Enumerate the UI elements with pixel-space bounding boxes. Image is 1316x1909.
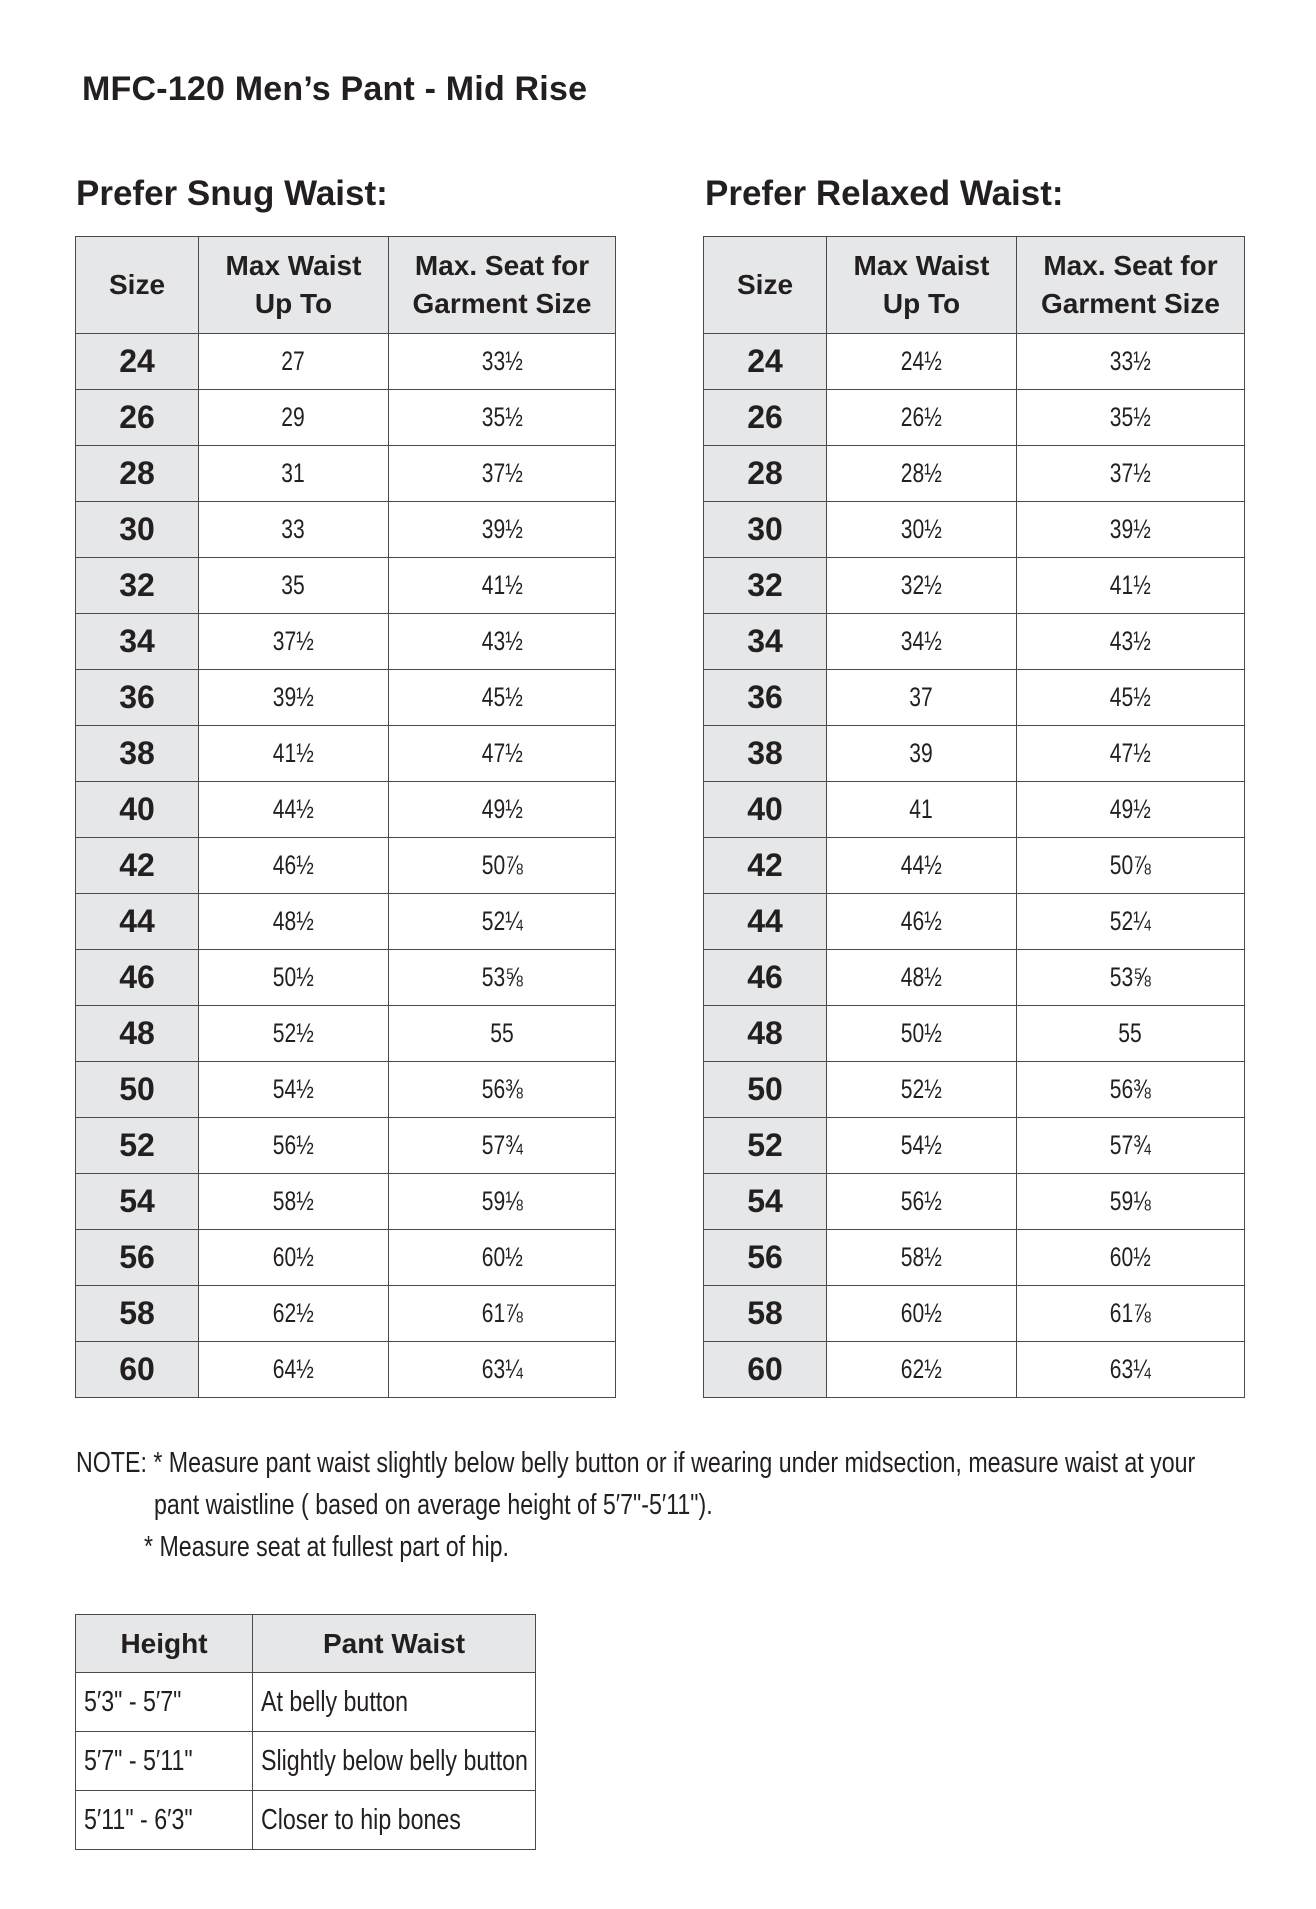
max-seat-value: 61⅞ bbox=[1110, 1298, 1151, 1328]
size-cell: 60 bbox=[704, 1342, 827, 1398]
max-seat-cell bbox=[1017, 1342, 1245, 1398]
header-line: Garment Size bbox=[1041, 288, 1220, 319]
max-seat-cell bbox=[389, 1286, 616, 1342]
max-seat-value: 53⅝ bbox=[481, 962, 523, 992]
max-seat-value: 55 bbox=[1118, 1018, 1143, 1048]
max-waist-value: 56½ bbox=[901, 1186, 942, 1216]
size-cell: 36 bbox=[704, 670, 827, 726]
max-waist-cell bbox=[827, 1118, 1017, 1174]
table-row bbox=[76, 1342, 616, 1398]
table-row bbox=[76, 558, 616, 614]
size-cell: 34 bbox=[76, 614, 199, 670]
size-column-header: Size bbox=[704, 237, 827, 334]
max-waist-cell bbox=[199, 446, 389, 502]
max-seat-value: 49½ bbox=[481, 794, 523, 824]
max-seat-cell bbox=[1017, 390, 1245, 446]
max-waist-value: 39 bbox=[909, 738, 934, 768]
max-waist-cell bbox=[199, 838, 389, 894]
size-cell: 42 bbox=[76, 838, 199, 894]
size-cell: 30 bbox=[704, 502, 827, 558]
max-seat-cell bbox=[389, 558, 616, 614]
max-seat-cell bbox=[1017, 950, 1245, 1006]
size-cell: 44 bbox=[76, 894, 199, 950]
max-waist-value: 50½ bbox=[901, 1018, 942, 1048]
max-waist-value: 52½ bbox=[901, 1074, 942, 1104]
size-cell: 40 bbox=[76, 782, 199, 838]
max-seat-cell bbox=[1017, 446, 1245, 502]
max-waist-value: 28½ bbox=[901, 458, 942, 488]
size-cell: 28 bbox=[704, 446, 827, 502]
relaxed-waist-table bbox=[703, 236, 1245, 1398]
max-waist-column-header bbox=[199, 237, 389, 334]
table-row bbox=[704, 502, 1245, 558]
max-waist-value: 48½ bbox=[273, 906, 314, 936]
snug-waist-table bbox=[75, 236, 616, 1398]
pant-waist-cell bbox=[253, 1673, 536, 1732]
table-row bbox=[704, 1118, 1245, 1174]
height-pant-waist-table bbox=[75, 1614, 536, 1850]
max-waist-value: 50½ bbox=[273, 962, 314, 992]
table-row bbox=[704, 894, 1245, 950]
size-cell: 58 bbox=[704, 1286, 827, 1342]
size-cell: 50 bbox=[704, 1062, 827, 1118]
size-cell: 56 bbox=[704, 1230, 827, 1286]
max-seat-cell bbox=[1017, 1286, 1245, 1342]
size-cell: 34 bbox=[704, 614, 827, 670]
table-row bbox=[704, 838, 1245, 894]
size-cell: 48 bbox=[704, 1006, 827, 1062]
max-seat-value: 59⅛ bbox=[481, 1186, 523, 1216]
max-seat-cell bbox=[1017, 670, 1245, 726]
max-seat-cell bbox=[389, 782, 616, 838]
max-waist-value: 32½ bbox=[901, 570, 942, 600]
max-seat-cell bbox=[1017, 726, 1245, 782]
max-waist-cell bbox=[827, 502, 1017, 558]
max-waist-cell bbox=[199, 558, 389, 614]
max-waist-value: 30½ bbox=[901, 514, 942, 544]
page-title: MFC-120 Men’s Pant - Mid Rise bbox=[82, 70, 588, 108]
max-waist-value: 56½ bbox=[273, 1130, 314, 1160]
max-seat-value: 60½ bbox=[481, 1242, 523, 1272]
size-cell: 42 bbox=[704, 838, 827, 894]
size-cell: 40 bbox=[704, 782, 827, 838]
size-cell: 24 bbox=[76, 334, 199, 390]
relaxed-waist-heading: Prefer Relaxed Waist: bbox=[705, 174, 1064, 213]
table-row bbox=[704, 950, 1245, 1006]
max-seat-value: 56⅜ bbox=[1110, 1074, 1151, 1104]
max-seat-value: 41½ bbox=[1110, 570, 1151, 600]
max-seat-value: 60½ bbox=[1110, 1242, 1151, 1272]
max-seat-value: 35½ bbox=[1110, 402, 1151, 432]
max-waist-value: 44½ bbox=[901, 850, 942, 880]
max-seat-value: 57¾ bbox=[1110, 1130, 1151, 1160]
note-line bbox=[76, 1442, 1256, 1484]
max-waist-cell bbox=[827, 670, 1017, 726]
max-seat-value: 47½ bbox=[1110, 738, 1151, 768]
max-seat-cell bbox=[389, 334, 616, 390]
max-seat-value: 52¼ bbox=[1110, 906, 1151, 936]
max-waist-cell bbox=[827, 1062, 1017, 1118]
max-waist-cell bbox=[827, 726, 1017, 782]
size-cell: 54 bbox=[704, 1174, 827, 1230]
pant-waist-cell bbox=[253, 1732, 536, 1791]
table-row bbox=[76, 1174, 616, 1230]
pant-waist-cell bbox=[253, 1791, 536, 1850]
max-seat-cell bbox=[389, 390, 616, 446]
table-row bbox=[76, 1118, 616, 1174]
max-seat-cell bbox=[389, 1230, 616, 1286]
max-seat-cell bbox=[1017, 1062, 1245, 1118]
max-seat-value: 33½ bbox=[481, 346, 523, 376]
max-waist-cell bbox=[827, 950, 1017, 1006]
max-seat-value: 52¼ bbox=[481, 906, 523, 936]
max-waist-cell bbox=[827, 614, 1017, 670]
size-cell: 24 bbox=[704, 334, 827, 390]
table-row bbox=[704, 446, 1245, 502]
table-row bbox=[704, 782, 1245, 838]
max-waist-cell bbox=[199, 1062, 389, 1118]
table-row bbox=[76, 1230, 616, 1286]
table-row bbox=[704, 1174, 1245, 1230]
table-row bbox=[704, 670, 1245, 726]
max-waist-value: 60½ bbox=[273, 1242, 314, 1272]
max-seat-cell bbox=[389, 1006, 616, 1062]
size-cell: 48 bbox=[76, 1006, 199, 1062]
max-seat-cell bbox=[1017, 558, 1245, 614]
header-line: Up To bbox=[882, 288, 961, 319]
max-waist-cell bbox=[199, 894, 389, 950]
max-waist-value: 64½ bbox=[273, 1354, 314, 1384]
pant-waist-value: Slightly below belly button bbox=[261, 1744, 528, 1777]
max-waist-value: 62½ bbox=[273, 1298, 314, 1328]
max-waist-cell bbox=[199, 1006, 389, 1062]
max-waist-cell bbox=[827, 1342, 1017, 1398]
max-seat-value: 49½ bbox=[1110, 794, 1151, 824]
header-line: Garment Size bbox=[412, 288, 592, 319]
table-row bbox=[704, 1286, 1245, 1342]
max-seat-cell bbox=[389, 1062, 616, 1118]
table-row bbox=[76, 1791, 536, 1850]
max-seat-value: 57¾ bbox=[481, 1130, 523, 1160]
table-row bbox=[704, 390, 1245, 446]
max-seat-value: 43½ bbox=[1110, 626, 1151, 656]
max-waist-cell bbox=[827, 446, 1017, 502]
table-row bbox=[76, 1673, 536, 1732]
note-line bbox=[76, 1484, 1256, 1526]
table-row bbox=[76, 1732, 536, 1791]
max-seat-cell bbox=[1017, 1118, 1245, 1174]
max-seat-value: 33½ bbox=[1110, 346, 1151, 376]
max-seat-value: 41½ bbox=[481, 570, 523, 600]
max-seat-value: 37½ bbox=[1110, 458, 1151, 488]
header-line: Up To bbox=[254, 288, 333, 319]
max-waist-value: 58½ bbox=[901, 1242, 942, 1272]
max-seat-cell bbox=[1017, 334, 1245, 390]
max-waist-cell bbox=[199, 1174, 389, 1230]
table-row bbox=[76, 390, 616, 446]
max-waist-cell bbox=[199, 1286, 389, 1342]
max-waist-value: 52½ bbox=[273, 1018, 314, 1048]
max-waist-cell bbox=[827, 838, 1017, 894]
max-waist-value: 48½ bbox=[901, 962, 942, 992]
table-row bbox=[704, 1062, 1245, 1118]
size-cell: 36 bbox=[76, 670, 199, 726]
max-waist-value: 44½ bbox=[273, 794, 314, 824]
max-waist-cell bbox=[199, 670, 389, 726]
pant-waist-column-header: Pant Waist bbox=[253, 1615, 536, 1673]
max-waist-cell bbox=[827, 558, 1017, 614]
max-seat-cell bbox=[389, 950, 616, 1006]
size-cell: 26 bbox=[76, 390, 199, 446]
max-seat-value: 39½ bbox=[481, 514, 523, 544]
table-row bbox=[76, 950, 616, 1006]
max-waist-value: 60½ bbox=[901, 1298, 942, 1328]
max-waist-cell bbox=[827, 782, 1017, 838]
max-waist-cell bbox=[199, 782, 389, 838]
max-waist-cell bbox=[199, 502, 389, 558]
height-column-header: Height bbox=[76, 1615, 253, 1673]
max-seat-value: 35½ bbox=[481, 402, 523, 432]
max-waist-cell bbox=[827, 1006, 1017, 1062]
max-waist-value: 46½ bbox=[273, 850, 314, 880]
table-row bbox=[704, 1006, 1245, 1062]
max-seat-value: 37½ bbox=[481, 458, 523, 488]
max-seat-column-header bbox=[1017, 237, 1245, 334]
header-line: Max. Seat for bbox=[1043, 250, 1218, 281]
table-row bbox=[76, 614, 616, 670]
max-seat-cell bbox=[1017, 1230, 1245, 1286]
table-header-row bbox=[76, 237, 616, 334]
max-waist-value: 35 bbox=[281, 570, 306, 600]
size-cell: 32 bbox=[704, 558, 827, 614]
table-row bbox=[704, 1230, 1245, 1286]
size-cell: 52 bbox=[704, 1118, 827, 1174]
max-waist-value: 41 bbox=[909, 794, 934, 824]
max-seat-value: 43½ bbox=[481, 626, 523, 656]
size-cell: 54 bbox=[76, 1174, 199, 1230]
max-waist-value: 62½ bbox=[901, 1354, 942, 1384]
size-cell: 38 bbox=[704, 726, 827, 782]
max-seat-cell bbox=[389, 1342, 616, 1398]
max-seat-cell bbox=[389, 838, 616, 894]
max-seat-cell bbox=[389, 502, 616, 558]
max-seat-column-header bbox=[389, 237, 616, 334]
size-cell: 28 bbox=[76, 446, 199, 502]
size-column-header: Size bbox=[76, 237, 199, 334]
max-waist-value: 37 bbox=[909, 682, 934, 712]
pant-waist-value: At belly button bbox=[261, 1685, 409, 1718]
height-value: 5′11" - 6′3" bbox=[84, 1803, 193, 1836]
note-line bbox=[76, 1526, 1256, 1568]
max-waist-cell bbox=[199, 390, 389, 446]
max-waist-cell bbox=[827, 1230, 1017, 1286]
table-row bbox=[76, 502, 616, 558]
max-waist-column-header bbox=[827, 237, 1017, 334]
max-seat-value: 47½ bbox=[481, 738, 523, 768]
table-row bbox=[76, 894, 616, 950]
height-value: 5′3" - 5′7" bbox=[84, 1685, 182, 1718]
note-text: pant waistline ( based on average height of 5′7"-5′11"). bbox=[154, 1489, 713, 1521]
height-cell bbox=[76, 1732, 253, 1791]
max-seat-cell bbox=[389, 670, 616, 726]
max-seat-cell bbox=[1017, 782, 1245, 838]
note-text: NOTE: * Measure pant waist slightly below belly button or if wearing under midsection, measure waist at your bbox=[76, 1447, 1196, 1479]
table-row bbox=[704, 726, 1245, 782]
max-waist-value: 54½ bbox=[273, 1074, 314, 1104]
size-cell: 38 bbox=[76, 726, 199, 782]
max-waist-value: 29 bbox=[281, 402, 306, 432]
max-waist-value: 37½ bbox=[273, 626, 314, 656]
max-waist-cell bbox=[827, 1174, 1017, 1230]
table-header-row bbox=[704, 237, 1245, 334]
max-seat-cell bbox=[1017, 894, 1245, 950]
table-row bbox=[76, 782, 616, 838]
max-seat-cell bbox=[389, 614, 616, 670]
max-seat-value: 55 bbox=[490, 1018, 514, 1048]
snug-waist-heading: Prefer Snug Waist: bbox=[76, 174, 388, 213]
size-cell: 56 bbox=[76, 1230, 199, 1286]
max-waist-cell bbox=[199, 334, 389, 390]
table-row bbox=[76, 1286, 616, 1342]
header-line: Max. Seat for bbox=[414, 250, 590, 281]
max-seat-cell bbox=[389, 1174, 616, 1230]
max-waist-value: 58½ bbox=[273, 1186, 314, 1216]
max-seat-value: 63¼ bbox=[1110, 1354, 1151, 1384]
size-cell: 46 bbox=[704, 950, 827, 1006]
height-cell bbox=[76, 1673, 253, 1732]
max-waist-value: 46½ bbox=[901, 906, 942, 936]
size-cell: 52 bbox=[76, 1118, 199, 1174]
max-waist-cell bbox=[199, 1118, 389, 1174]
size-cell: 60 bbox=[76, 1342, 199, 1398]
size-cell: 30 bbox=[76, 502, 199, 558]
size-cell: 32 bbox=[76, 558, 199, 614]
max-seat-cell bbox=[389, 894, 616, 950]
table-row bbox=[76, 670, 616, 726]
max-waist-cell bbox=[199, 726, 389, 782]
max-waist-value: 27 bbox=[281, 346, 306, 376]
note-text: * Measure seat at fullest part of hip. bbox=[144, 1531, 509, 1563]
size-cell: 26 bbox=[704, 390, 827, 446]
max-waist-value: 24½ bbox=[901, 346, 942, 376]
table-row bbox=[704, 334, 1245, 390]
max-waist-cell bbox=[827, 334, 1017, 390]
max-seat-cell bbox=[1017, 1006, 1245, 1062]
table-row bbox=[704, 614, 1245, 670]
measurement-note bbox=[76, 1442, 1256, 1568]
table-row bbox=[76, 1062, 616, 1118]
table-header-row bbox=[76, 1615, 536, 1673]
max-seat-cell bbox=[1017, 1174, 1245, 1230]
size-cell: 46 bbox=[76, 950, 199, 1006]
max-waist-value: 26½ bbox=[901, 402, 942, 432]
max-seat-value: 56⅜ bbox=[481, 1074, 523, 1104]
max-waist-cell bbox=[827, 894, 1017, 950]
max-waist-cell bbox=[199, 614, 389, 670]
height-cell bbox=[76, 1791, 253, 1850]
table-row bbox=[704, 1342, 1245, 1398]
max-waist-cell bbox=[827, 390, 1017, 446]
table-row bbox=[76, 334, 616, 390]
size-cell: 44 bbox=[704, 894, 827, 950]
max-seat-value: 39½ bbox=[1110, 514, 1151, 544]
max-waist-value: 39½ bbox=[273, 682, 314, 712]
table-row bbox=[76, 838, 616, 894]
max-waist-value: 33 bbox=[281, 514, 306, 544]
max-seat-cell bbox=[389, 446, 616, 502]
max-seat-value: 53⅝ bbox=[1110, 962, 1151, 992]
max-seat-value: 45½ bbox=[481, 682, 523, 712]
table-row bbox=[704, 558, 1245, 614]
max-seat-value: 61⅞ bbox=[481, 1298, 523, 1328]
max-waist-value: 31 bbox=[281, 458, 306, 488]
size-cell: 58 bbox=[76, 1286, 199, 1342]
size-cell: 50 bbox=[76, 1062, 199, 1118]
max-seat-cell bbox=[389, 1118, 616, 1174]
header-line: Max Waist bbox=[225, 250, 362, 281]
max-waist-value: 41½ bbox=[273, 738, 314, 768]
table-row bbox=[76, 1006, 616, 1062]
max-seat-value: 59⅛ bbox=[1110, 1186, 1151, 1216]
max-seat-cell bbox=[1017, 838, 1245, 894]
max-seat-cell bbox=[389, 726, 616, 782]
max-seat-value: 50⅞ bbox=[1110, 850, 1151, 880]
height-value: 5′7" - 5′11" bbox=[84, 1744, 193, 1777]
max-seat-value: 45½ bbox=[1110, 682, 1151, 712]
max-waist-cell bbox=[199, 1342, 389, 1398]
max-waist-cell bbox=[199, 1230, 389, 1286]
table-row bbox=[76, 446, 616, 502]
max-waist-value: 34½ bbox=[901, 626, 942, 656]
max-waist-cell bbox=[199, 950, 389, 1006]
max-waist-value: 54½ bbox=[901, 1130, 942, 1160]
header-line: Max Waist bbox=[853, 250, 990, 281]
max-seat-value: 63¼ bbox=[481, 1354, 523, 1384]
table-row bbox=[76, 726, 616, 782]
pant-waist-value: Closer to hip bones bbox=[261, 1803, 461, 1836]
max-seat-value: 50⅞ bbox=[481, 850, 523, 880]
max-waist-cell bbox=[827, 1286, 1017, 1342]
max-seat-cell bbox=[1017, 502, 1245, 558]
max-seat-cell bbox=[1017, 614, 1245, 670]
